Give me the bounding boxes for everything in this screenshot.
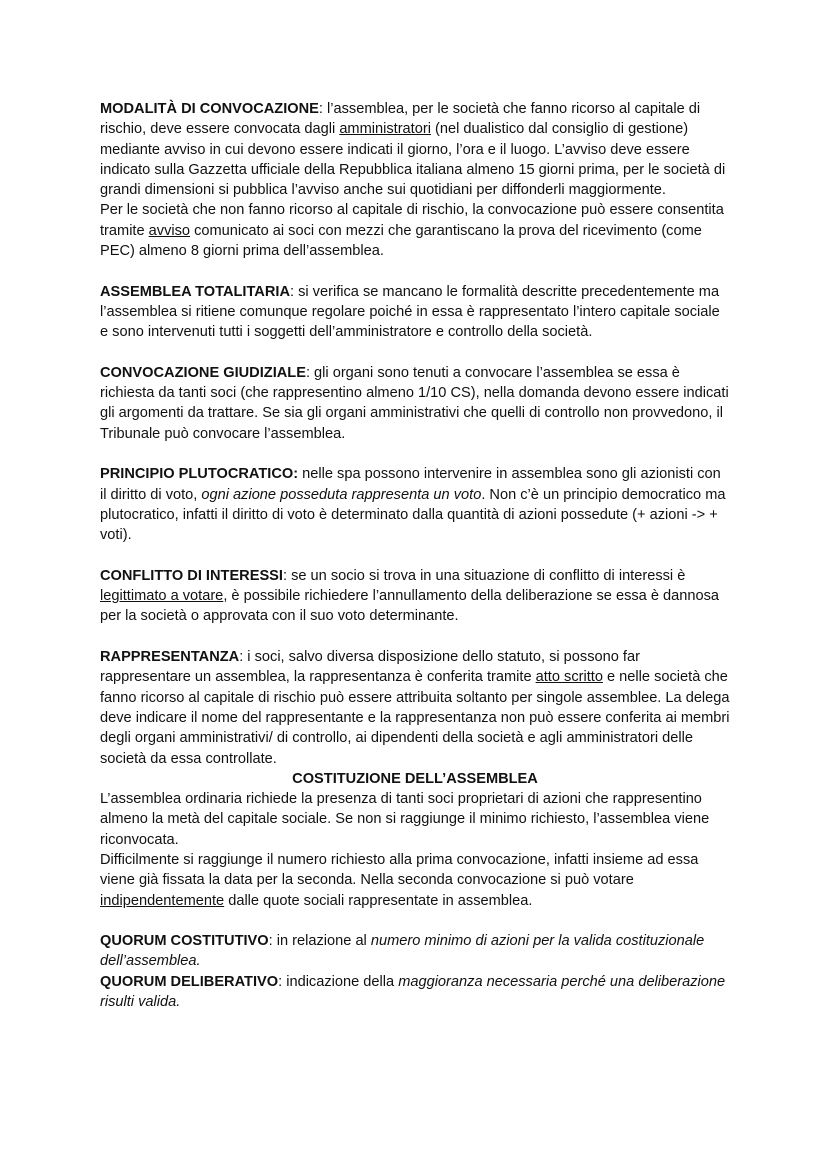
- underlined-indipendentemente: indipendentemente: [100, 892, 225, 909]
- spacer: [100, 911, 730, 931]
- paragraph-modalita-convocazione: MODALITÀ DI CONVOCAZIONE: l’assemblea, per le società che fanno ricorso al capitale di rischio, deve essere convocata dagli amministratori (nel dualistico dal consiglio di gestione) mediante avviso in cui devono essere indicati il giorno, l’ora e il luogo. L’avviso deve essere indicato sulla Gazzetta ufficiale della Repubblica italiana almeno 15 giorni prima, per le società di grandi dimensioni si pubblica l’avviso anche sui quotidiani per diffonderli maggiormente.: [100, 101, 726, 199]
- paragraph-principio-plutocratico: PRINCIPIO PLUTOCRATICO: nelle spa possono intervenire in assemblea sono gli azionisti con il diritto di voto, ogni azione posseduta rappresenta un voto. Non c’è un principio democratico ma plutocratico, infatti il diritto di voto è determinato dalla quantità di azioni possedute (+ azioni -> + voti).: [100, 466, 726, 544]
- spacer: [100, 444, 730, 464]
- underlined-amministratori: amministratori: [339, 121, 431, 138]
- spacer: [100, 627, 730, 647]
- paragraph-quorum-costitutivo: QUORUM COSTITUTIVO: in relazione al numero minimo di azioni per la valida costituzionale dell’assemblea.: [100, 933, 705, 970]
- paragraph-conflitto-interessi: CONFLITTO DI INTERESSI: se un socio si trova in una situazione di conflitto di interessi è legittimato a votare, è possibile richiedere l’annullamento della deliberazione se essa è dannosa per la società o approvata con il suo voto determinante.: [100, 567, 720, 625]
- paragraph-convocazione-non-rischio: Per le società che non fanno ricorso al capitale di rischio, la convocazione può essere consentita tramite avviso comunicato ai soci con mezzi che garantiscano la prova del ricevimento (come PEC) almeno 8 giorni prima dell’assemblea.: [100, 202, 724, 260]
- term-quorum-deliberativo: QUORUM DELIBERATIVO: [100, 973, 279, 990]
- italic-quorum-deliberativo: maggioranza necessaria perché una deliberazione risulti valida.: [100, 973, 726, 1011]
- underlined-avviso: avviso: [148, 222, 191, 239]
- term-rappresentanza: RAPPRESENTANZA: [100, 649, 240, 666]
- term-principio-plutocratico: PRINCIPIO PLUTOCRATICO:: [100, 466, 299, 483]
- term-conflitto-interessi: CONFLITTO DI INTERESSI: [100, 567, 283, 584]
- spacer: [100, 343, 730, 363]
- paragraph-quorum-deliberativo: QUORUM DELIBERATIVO: indicazione della maggioranza necessaria perché una deliberazione risulti valida.: [100, 973, 726, 1011]
- term-assemblea-totalitaria: ASSEMBLEA TOTALITARIA: [100, 283, 290, 300]
- italic-quorum-costitutivo: numero minimo di azioni per la valida costituzionale dell’assemblea.: [100, 933, 705, 970]
- underlined-legittimato: legittimato a votare: [100, 588, 224, 605]
- term-quorum-costitutivo: QUORUM COSTITUTIVO: [100, 933, 269, 950]
- paragraph-costituzione-2: Difficilmente si raggiunge il numero richiesto alla prima convocazione, infatti insieme ad essa viene già fissata la data per la seconda. Nella seconda convocazione si può votare indipendentemente dalle quote sociali rappresentate in assemblea.: [100, 851, 699, 909]
- spacer: [100, 546, 730, 566]
- paragraph-rappresentanza: RAPPRESENTANZA: i soci, salvo diversa disposizione dello statuto, si possono far rappresentare un assemblea, la rappresentanza è conferita tramite atto scritto e nelle società che fanno ricorso al capitale di rischio può essere attribuita soltanto per singole assemblee. La delega deve indicare il nome del rappresentante e la rappresentanza non può essere conferita ai membri degli organi amministrativi/ di controllo, ai dipendenti della società e agli amministratori delle società da essa controllate.: [100, 649, 730, 767]
- term-convocazione-giudiziale: CONVOCAZIONE GIUDIZIALE: [100, 364, 306, 381]
- document-page: [100, 99, 730, 1012]
- section-title-costituzione: COSTITUZIONE DELL’ASSEMBLEA: [292, 770, 538, 787]
- term-modalita-convocazione: MODALITÀ DI CONVOCAZIONE: [100, 101, 319, 117]
- underlined-atto-scritto: atto scritto: [535, 669, 603, 686]
- paragraph-costituzione-1: L’assemblea ordinaria richiede la presenza di tanti soci proprietari di azioni che rappresentino almeno la metà del capitale sociale. Se non si raggiunge il minimo richiesto, l’assemblea viene riconvocata.: [100, 791, 710, 848]
- paragraph-convocazione-giudiziale: CONVOCAZIONE GIUDIZIALE: gli organi sono tenuti a convocare l’assemblea se essa è richiesta da tanti soci (che rappresentino almeno 1/10 CS), nella domanda devono essere indicati gli argomenti da trattare. Se sia gli organi amministrativi che quelli di controllo non provvedono, il Tribunale può convocare l’assemblea.: [100, 364, 729, 442]
- paragraph-assemblea-totalitaria: ASSEMBLEA TOTALITARIA: si verifica se mancano le formalità descritte precedentemente ma l’assemblea si ritiene comunque regolare poiché in essa è rappresentato l’intero capitale sociale e sono intervenuti tutti i soggetti dell’amministratore e controllo della società.: [100, 283, 720, 341]
- spacer: [100, 261, 730, 281]
- italic-ogni-azione: ogni azione posseduta rappresenta un voto: [201, 486, 482, 503]
